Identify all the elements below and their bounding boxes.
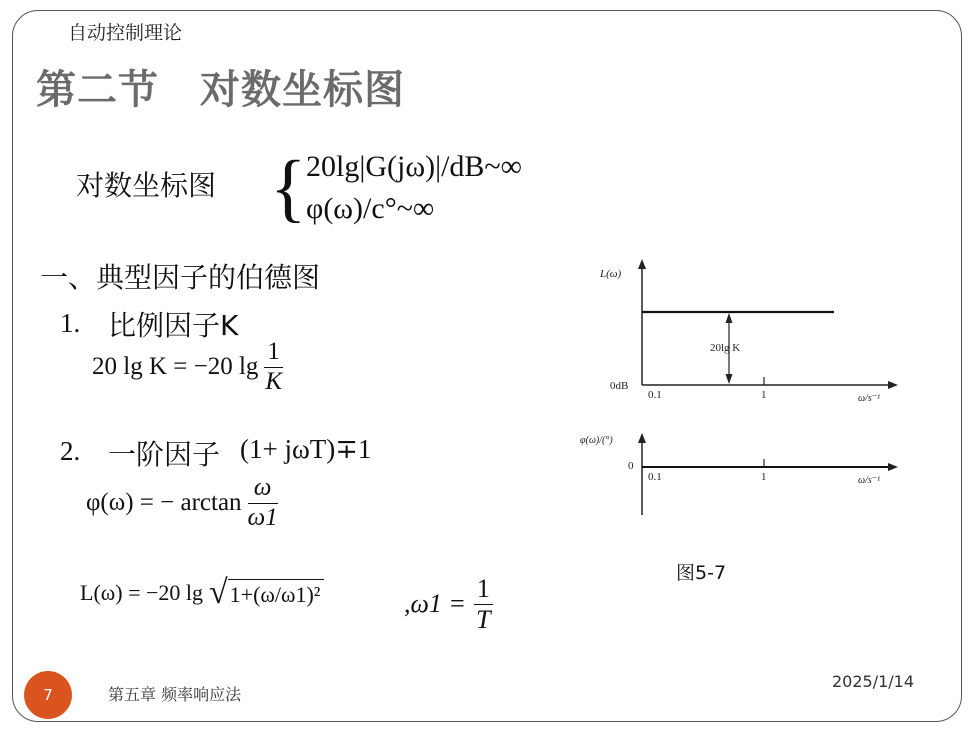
gain-annotation: 20lg K (710, 342, 741, 354)
omega1-fraction-num: 1 (474, 574, 493, 605)
phase-fraction-num: ω (248, 474, 278, 504)
item1-formula-lhs: 20 lg K = −20 lg (92, 353, 259, 381)
item2-number: 2. (60, 436, 81, 466)
top-x-arrow (888, 381, 898, 389)
bottom-zero-label: 0 (628, 460, 634, 472)
top-zero-label: 0dB (610, 380, 629, 392)
intro-formula-line1: 20lg|G(jω)|/dB~∞ (306, 150, 523, 183)
gain-arrow-head-down (726, 374, 733, 384)
top-y-arrow (638, 259, 646, 269)
omega1-fraction (474, 574, 493, 635)
item1-title: 比例因子K (108, 309, 239, 342)
page-number: 7 (43, 686, 53, 704)
magnitude-sqrt-content: 1+(ω/ω1)² (228, 579, 325, 608)
bottom-ylabel: φ(ω)/(°) (580, 435, 613, 446)
bottom-y-arrow (638, 433, 646, 443)
omega1-fraction-den: T (476, 604, 491, 634)
top-ylabel: L(ω) (600, 268, 622, 280)
item1-fraction (264, 338, 283, 397)
bode-figure (580, 255, 910, 525)
page-number-badge (24, 671, 72, 719)
item1-fraction-num: 1 (264, 338, 283, 368)
phase-fraction-den: ω1 (247, 503, 278, 531)
sqrt-sign: √ (209, 574, 228, 611)
item2-title: 一阶因子 (108, 438, 221, 471)
section-heading: 一、典型因子的伯德图 (40, 261, 321, 294)
gain-arrow-head-up (726, 313, 733, 323)
item1-formula (92, 338, 283, 397)
figure-caption: 图5-7 (676, 562, 727, 584)
page-title: 第二节 对数坐标图 (36, 67, 405, 113)
phase-formula-lhs: φ(ω) = − arctan (86, 489, 242, 517)
course-name: 自动控制理论 (68, 22, 183, 44)
intro-brace: { (270, 146, 307, 230)
item1-fraction-den: K (265, 367, 282, 395)
slide-date: 2025/1/14 (832, 672, 915, 691)
intro-formula-line2: φ(ω)/c°~∞ (306, 192, 435, 225)
bottom-x-arrow (888, 463, 898, 471)
item2-factor: (1+ jωT)∓1 (240, 434, 372, 464)
phase-fraction (248, 474, 278, 533)
omega1-formula (404, 574, 493, 635)
bottom-tick-label-1: 0.1 (648, 471, 662, 483)
top-xunit: ω/s⁻¹ (858, 393, 881, 404)
bottom-tick-label-2: 1 (761, 471, 767, 483)
item1-number: 1. (60, 308, 81, 338)
intro-label: 对数坐标图 (76, 169, 217, 202)
magnitude-formula (80, 574, 324, 612)
top-tick-label-2: 1 (761, 389, 767, 401)
chapter-name: 第五章 频率响应法 (108, 685, 242, 704)
omega1-lhs: ,ω1 = (404, 589, 466, 619)
bottom-xunit: ω/s⁻¹ (858, 475, 881, 486)
magnitude-formula-lhs: L(ω) = −20 lg (80, 580, 203, 605)
top-tick-label-1: 0.1 (648, 389, 662, 401)
phase-formula (86, 474, 278, 533)
